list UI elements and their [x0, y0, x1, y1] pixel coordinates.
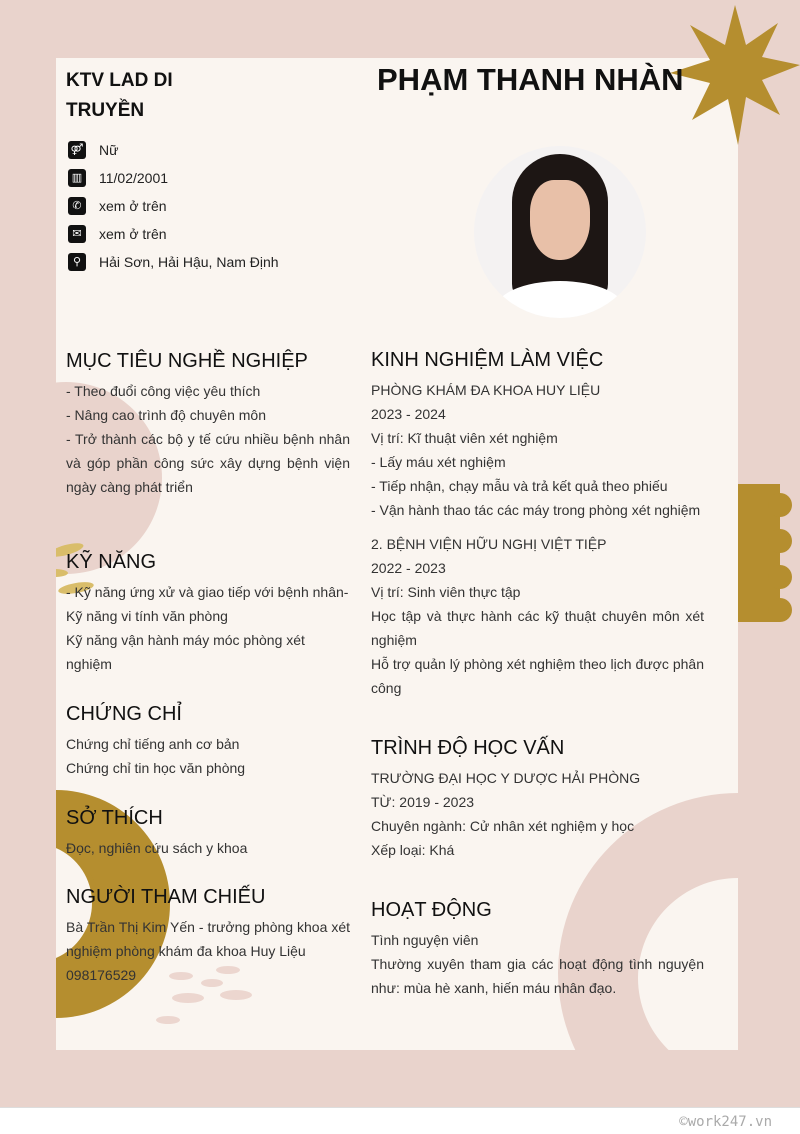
location-icon: ⚲ — [68, 253, 86, 271]
reference-phone: 098176529 — [66, 967, 137, 983]
job-period: 2023 - 2024 — [371, 406, 446, 422]
contact-address — [68, 248, 279, 276]
gold-star-decoration — [670, 5, 800, 145]
school-name: TRƯỜNG ĐẠI HỌC Y DƯỢC HẢI PHÒNG — [371, 770, 641, 786]
objective-line: - Nâng cao trình độ chuyên môn — [66, 407, 267, 423]
watermark: ©work247.vn — [679, 1114, 772, 1130]
phone-value: xem ở trên — [99, 198, 167, 214]
job-entry — [371, 378, 704, 522]
email-icon: ✉ — [68, 225, 86, 243]
objective-line: - Trở thành các bộ y tế cứu nhiều bệnh nhân và góp phần công sức xây dựng bệnh viện ngày càng phát triển — [66, 431, 350, 495]
address-value: Hải Sơn, Hải Hậu, Nam Định — [99, 254, 279, 270]
face — [530, 180, 590, 260]
job-period: 2022 - 2023 — [371, 560, 446, 576]
email-value: xem ở trên — [99, 226, 167, 242]
birthday-value: 11/02/2001 — [99, 170, 169, 186]
certificates-section — [66, 703, 350, 780]
objective-line: - Theo đuổi công việc yêu thích — [66, 383, 261, 399]
section-title: MỤC TIÊU NGHỀ NGHIỆP — [66, 350, 308, 372]
skills-section — [66, 551, 350, 676]
hobby-item: Đọc, nghiên cứu sách y khoa — [66, 840, 248, 856]
section-title: KỸ NĂNG — [66, 551, 157, 573]
job-duty: - Vận hành thao tác các máy trong phòng xét nghiệm — [371, 502, 701, 518]
section-title: NGƯỜI THAM CHIẾU — [66, 886, 266, 908]
section-title: SỞ THÍCH — [66, 807, 163, 829]
job-duty: - Lấy máu xét nghiệm — [371, 454, 506, 470]
section-title: CHỨNG CHỈ — [66, 703, 182, 725]
job-duty: - Tiếp nhận, chạy mẫu và trả kết quả theo phiếu — [371, 478, 668, 494]
footer-bar — [0, 1107, 800, 1134]
job-entry — [371, 532, 704, 700]
activities-section — [371, 899, 704, 1000]
section-title: TRÌNH ĐỘ HỌC VẤN — [371, 737, 565, 759]
activity-item: Thường xuyên tham gia các hoạt động tình nguyện như: mùa hè xanh, hiến máu nhân đạo. — [371, 956, 704, 996]
references-section — [66, 886, 350, 987]
section-title: KINH NGHIỆM LÀM VIỆC — [371, 349, 604, 371]
education-section — [371, 737, 704, 862]
skill-item: Kỹ năng vi tính văn phòng — [66, 608, 228, 624]
phone-icon: ✆ — [68, 197, 86, 215]
job-position: Vị trí: Kĩ thuật viên xét nghiệm — [371, 430, 558, 446]
major: Chuyên ngành: Cử nhân xét nghiệm y học — [371, 818, 635, 834]
job-duty: Học tập và thực hành các kỹ thuật chuyên môn xét nghiệm — [371, 608, 704, 648]
section-title: HOẠT ĐỘNG — [371, 899, 492, 921]
grade: Xếp loại: Khá — [371, 842, 455, 858]
contact-birthday — [68, 164, 279, 192]
job-company: 2. BỆNH VIỆN HỮU NGHỊ VIỆT TIỆP — [371, 536, 607, 552]
job-position: Vị trí: Sinh viên thực tập — [371, 584, 521, 600]
profile-photo — [474, 146, 646, 318]
job-title: KTV LAD DI TRUYỀN — [66, 70, 173, 121]
hobbies-section — [66, 807, 350, 860]
gender-icon: ⚤ — [68, 141, 86, 159]
candidate-name: PHẠM THANH NHÀN — [377, 62, 684, 97]
contact-phone — [68, 192, 279, 220]
reference-text: Bà Trần Thị Kim Yến - trưởng phòng khoa xét nghiệm phòng khám đa khoa Huy Liệu — [66, 919, 350, 959]
job-company: PHÒNG KHÁM ĐA KHOA HUY LIỆU — [371, 382, 601, 398]
gold-scallop-decoration — [736, 484, 800, 622]
objective-section — [66, 350, 350, 499]
contact-email — [68, 220, 279, 248]
skill-item: - Kỹ năng ứng xử và giao tiếp với bệnh nhân- — [66, 584, 349, 600]
experience-section — [371, 349, 704, 700]
skill-item: Kỹ năng vận hành máy móc phòng xét nghiệm — [66, 632, 305, 672]
gender-value: Nữ — [99, 142, 119, 158]
job-duty: Hỗ trợ quản lý phòng xét nghiệm theo lịch được phân công — [371, 656, 704, 696]
birthday-cake-icon: ▥ — [68, 169, 86, 187]
contact-list — [68, 136, 279, 276]
contact-gender — [68, 136, 279, 164]
certificate-item: Chứng chỉ tiếng anh cơ bản — [66, 736, 240, 752]
activity-item: Tình nguyện viên — [371, 932, 479, 948]
study-period: TỪ: 2019 - 2023 — [371, 794, 475, 810]
certificate-item: Chứng chỉ tin học văn phòng — [66, 760, 246, 776]
